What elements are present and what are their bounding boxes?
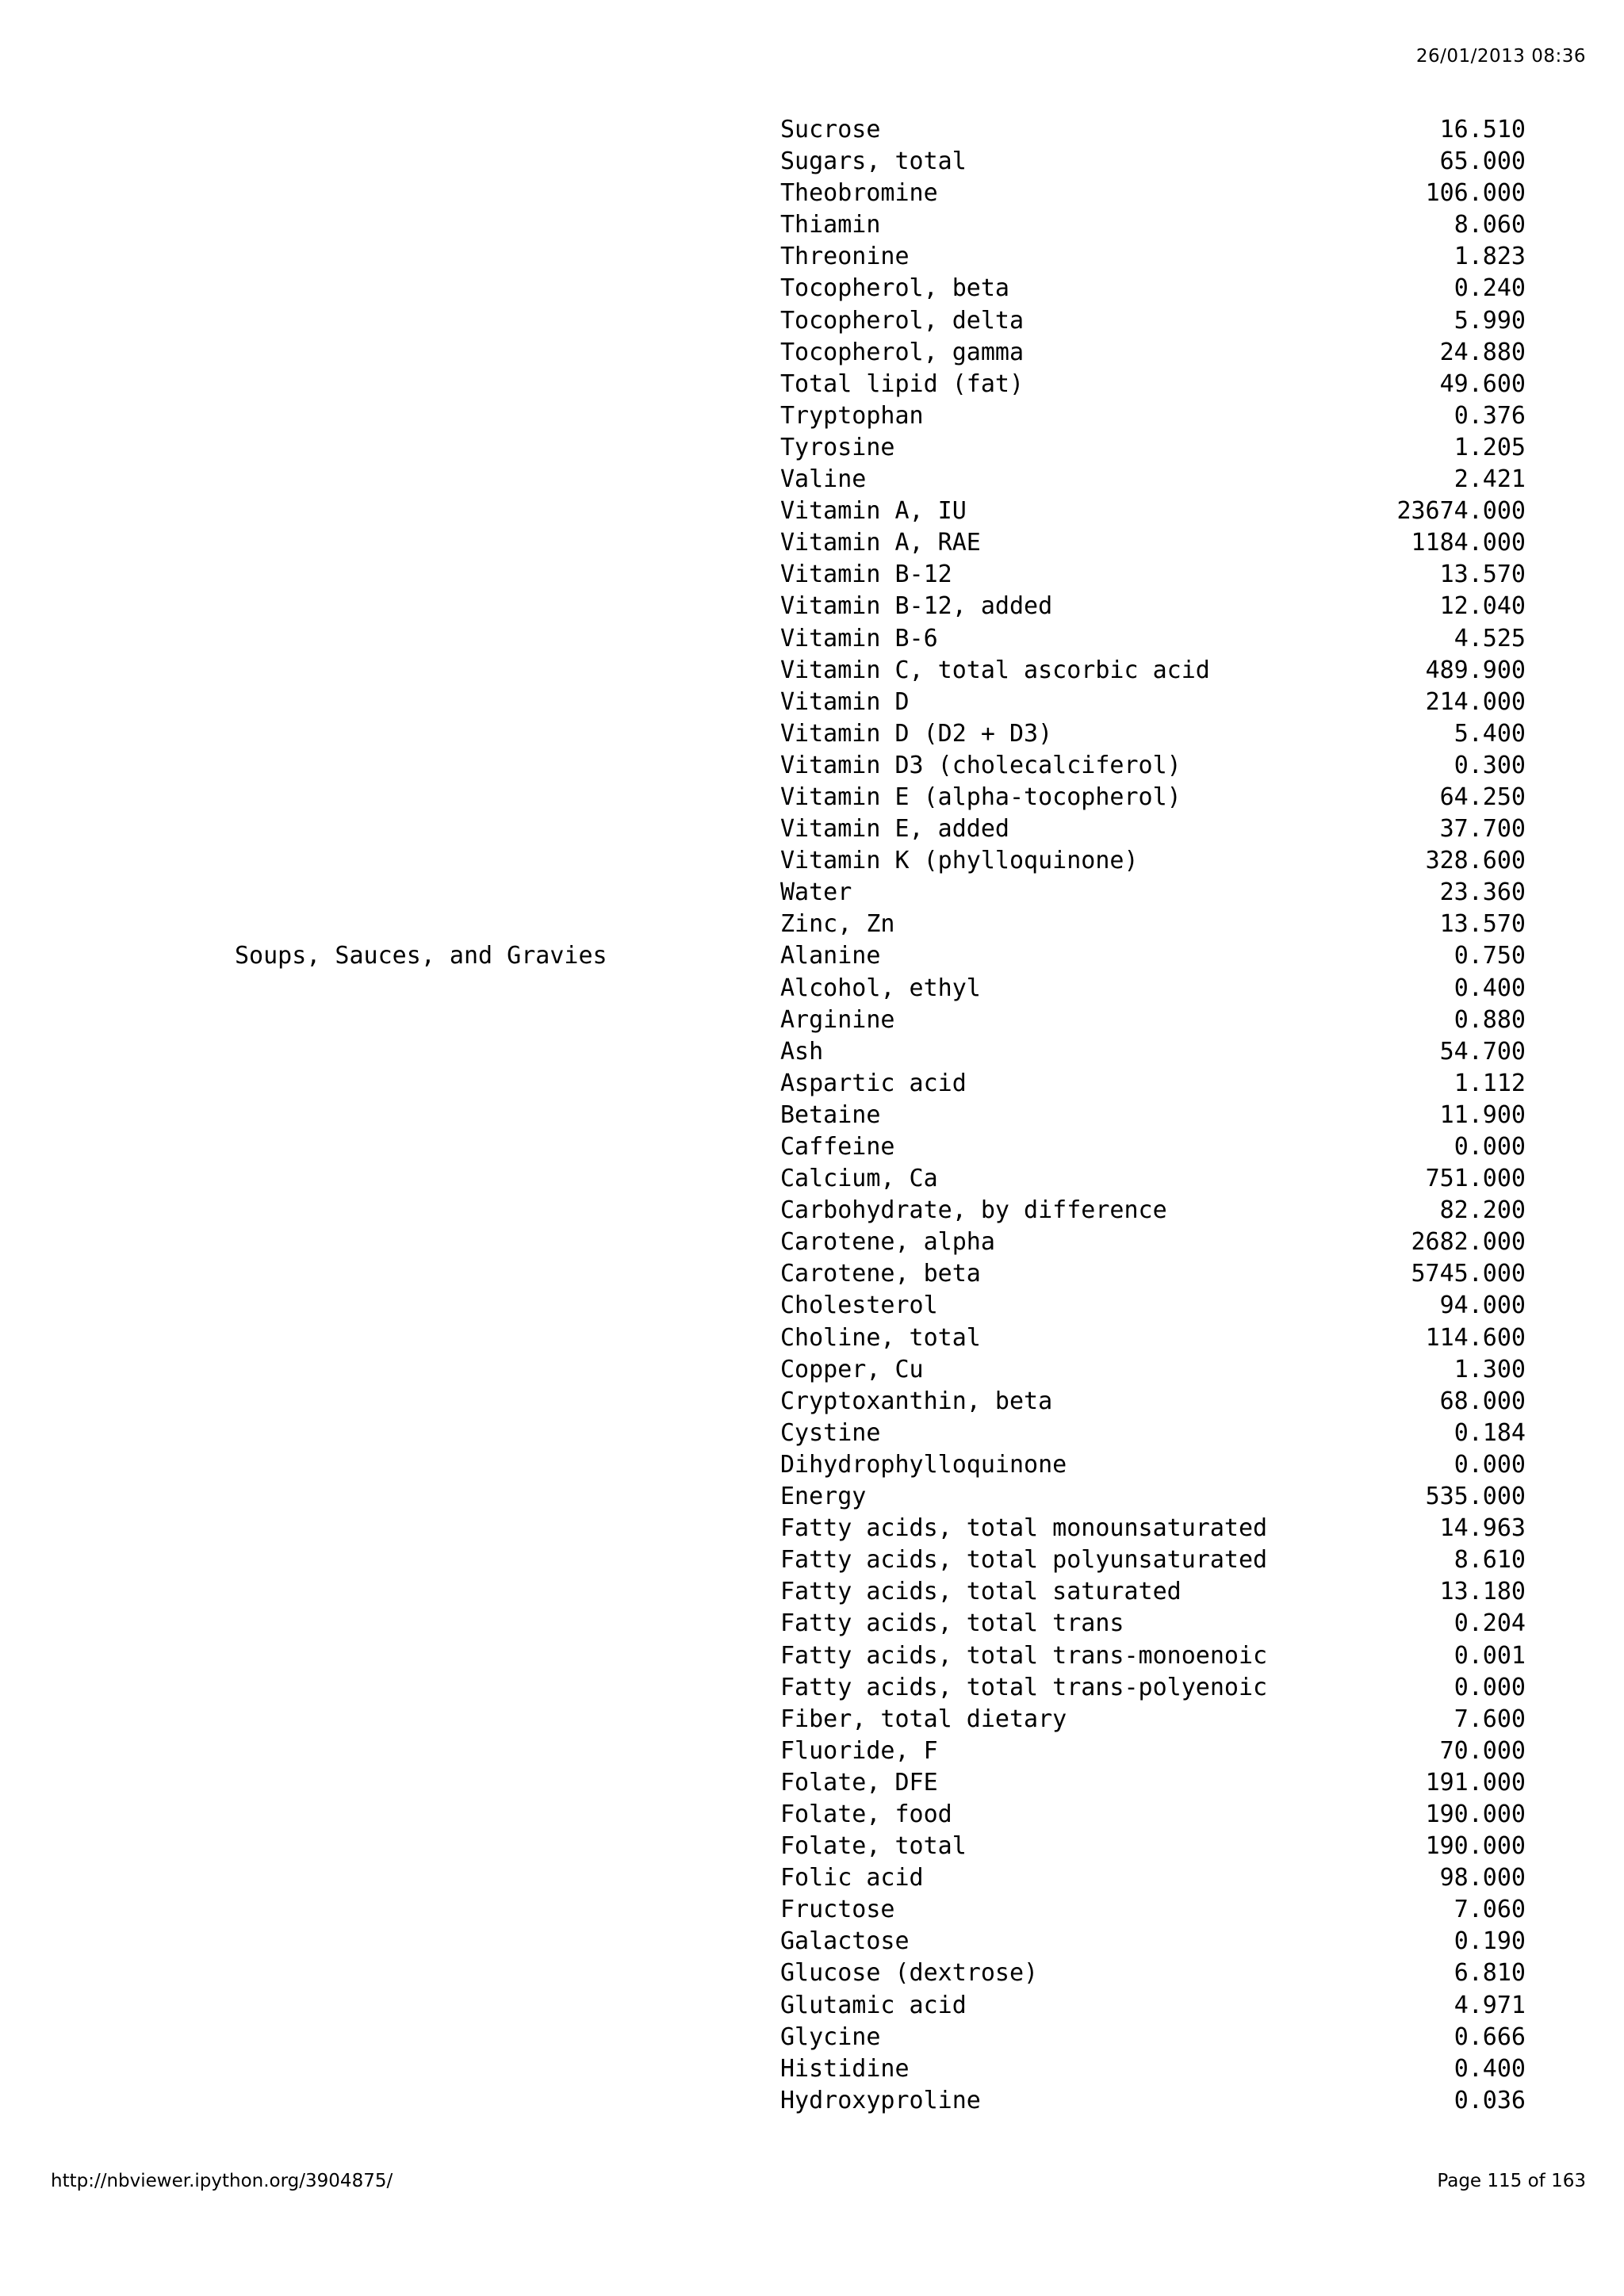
nutrient-value: 1.112	[1454, 1069, 1526, 1097]
nutrient-name: Threonine	[780, 243, 910, 271]
nutrient-name: Hydroxyproline	[780, 2086, 981, 2114]
nutrient-name: Tyrosine	[780, 433, 895, 461]
nutrient-value: 0.400	[1454, 2054, 1526, 2083]
nutrient-name: Tocopherol, beta	[780, 274, 1009, 303]
table-row	[0, 273, 1624, 304]
nutrient-value: 5.400	[1454, 719, 1526, 748]
table-row	[0, 1322, 1624, 1354]
nutrient-name: Glycine	[780, 2022, 881, 2051]
nutrient-value: 11.900	[1439, 1100, 1526, 1129]
nutrient-name: Vitamin A, IU	[780, 497, 967, 526]
nutrient-value: 5.990	[1454, 306, 1526, 335]
table-row	[0, 1957, 1624, 1989]
table-row	[0, 718, 1624, 750]
nutrient-value: 14.963	[1439, 1514, 1526, 1543]
nutrient-name: Betaine	[780, 1100, 881, 1129]
nutrient-value: 0.666	[1454, 2022, 1526, 2051]
nutrient-value: 7.600	[1454, 1705, 1526, 1733]
nutrient-value: 49.600	[1439, 369, 1526, 398]
table-row	[0, 1258, 1624, 1290]
table-row	[0, 1799, 1624, 1831]
nutrient-value: 23.360	[1439, 878, 1526, 907]
nutrient-name: Fatty acids, total polyunsaturated	[780, 1546, 1268, 1575]
table-row	[0, 1004, 1624, 1036]
nutrient-table	[0, 114, 1624, 2117]
nutrient-name: Sucrose	[780, 116, 881, 144]
table-row	[0, 687, 1624, 718]
nutrient-value: 70.000	[1439, 1736, 1526, 1765]
table-row	[0, 623, 1624, 655]
nutrient-value: 0.000	[1454, 1673, 1526, 1701]
table-row	[0, 496, 1624, 527]
nutrient-name: Vitamin E, added	[780, 815, 1009, 844]
nutrient-name: Vitamin D (D2 + D3)	[780, 719, 1053, 748]
table-row	[0, 973, 1624, 1004]
nutrient-value: 1.823	[1454, 243, 1526, 271]
nutrient-name: Glutamic acid	[780, 1991, 967, 2019]
nutrient-name: Total lipid (fat)	[780, 369, 1025, 398]
nutrient-name: Aspartic acid	[780, 1069, 967, 1097]
nutrient-value: 1.300	[1454, 1355, 1526, 1383]
nutrient-value: 68.000	[1439, 1387, 1526, 1415]
table-row	[0, 909, 1624, 940]
nutrient-name: Fatty acids, total saturated	[780, 1578, 1182, 1606]
table-row	[0, 1608, 1624, 1640]
nutrient-name: Water	[780, 878, 852, 907]
table-row	[0, 1100, 1624, 1131]
nutrient-name: Carotene, alpha	[780, 1228, 995, 1257]
nutrient-name: Cholesterol	[780, 1292, 938, 1320]
nutrient-name: Zinc, Zn	[780, 910, 895, 939]
nutrient-name: Alcohol, ethyl	[780, 974, 981, 1002]
nutrient-value: 0.001	[1454, 1641, 1526, 1670]
nutrient-name: Vitamin C, total ascorbic acid	[780, 656, 1210, 684]
nutrient-name: Galactose	[780, 1927, 910, 1956]
table-row	[0, 1163, 1624, 1195]
table-row	[0, 940, 1624, 972]
nutrient-name: Vitamin B-12, added	[780, 592, 1053, 621]
nutrient-name: Fructose	[780, 1896, 895, 1924]
food-group-label: Soups, Sauces, and Gravies	[235, 942, 607, 970]
table-row	[0, 1449, 1624, 1481]
nutrient-value: 214.000	[1425, 687, 1526, 716]
nutrient-name: Caffeine	[780, 1133, 895, 1161]
table-row	[0, 813, 1624, 845]
table-row	[0, 559, 1624, 591]
nutrient-value: 190.000	[1425, 1832, 1526, 1861]
table-row	[0, 1131, 1624, 1163]
table-row	[0, 2053, 1624, 2085]
nutrient-value: 65.000	[1439, 147, 1526, 176]
nutrient-name: Histidine	[780, 2054, 910, 2083]
nutrient-value: 4.525	[1454, 624, 1526, 652]
table-row	[0, 1672, 1624, 1704]
nutrient-value: 535.000	[1425, 1483, 1526, 1511]
table-row	[0, 750, 1624, 782]
nutrient-name: Thiamin	[780, 211, 881, 239]
nutrient-value: 489.900	[1425, 656, 1526, 684]
nutrient-value: 2.421	[1454, 465, 1526, 494]
table-row	[0, 1640, 1624, 1672]
nutrient-value: 23674.000	[1396, 497, 1526, 526]
table-row	[0, 877, 1624, 909]
nutrient-name: Choline, total	[780, 1323, 981, 1352]
page-number: Page 115 of 163	[1437, 2171, 1586, 2191]
nutrient-name: Fiber, total dietary	[780, 1705, 1067, 1733]
table-row	[0, 400, 1624, 432]
nutrient-name: Vitamin B-12	[780, 561, 952, 589]
table-row	[0, 241, 1624, 273]
table-row	[0, 1544, 1624, 1576]
table-row	[0, 1418, 1624, 1449]
nutrient-name: Vitamin A, RAE	[780, 529, 981, 557]
table-row	[0, 146, 1624, 178]
nutrient-value: 0.184	[1454, 1418, 1526, 1447]
nutrient-value: 7.060	[1454, 1896, 1526, 1924]
table-row	[0, 305, 1624, 337]
nutrient-value: 0.880	[1454, 1005, 1526, 1034]
nutrient-name: Arginine	[780, 1005, 895, 1034]
nutrient-value: 8.060	[1454, 211, 1526, 239]
table-row	[0, 655, 1624, 687]
table-row	[0, 845, 1624, 877]
nutrient-value: 0.000	[1454, 1450, 1526, 1479]
nutrient-value: 6.810	[1454, 1959, 1526, 1988]
nutrient-value: 37.700	[1439, 815, 1526, 844]
table-row	[0, 782, 1624, 813]
table-row	[0, 1068, 1624, 1100]
nutrient-name: Fatty acids, total trans	[780, 1609, 1124, 1638]
table-row	[0, 1767, 1624, 1799]
print-timestamp: 26/01/2013 08:36	[1415, 46, 1586, 67]
nutrient-name: Sugars, total	[780, 147, 967, 176]
nutrient-value: 8.610	[1454, 1546, 1526, 1575]
table-row	[0, 1354, 1624, 1386]
nutrient-name: Fluoride, F	[780, 1736, 938, 1765]
nutrient-name: Vitamin D	[780, 687, 910, 716]
table-row	[0, 1862, 1624, 1894]
nutrient-value: 190.000	[1425, 1800, 1526, 1828]
nutrient-name: Carotene, beta	[780, 1260, 981, 1288]
nutrient-value: 16.510	[1439, 116, 1526, 144]
nutrient-name: Calcium, Ca	[780, 1165, 938, 1193]
nutrient-value: 328.600	[1425, 847, 1526, 875]
nutrient-name: Cystine	[780, 1418, 881, 1447]
nutrient-name: Fatty acids, total trans-polyenoic	[780, 1673, 1268, 1701]
nutrient-value: 64.250	[1439, 783, 1526, 811]
table-row	[0, 114, 1624, 146]
nutrient-value: 106.000	[1425, 179, 1526, 208]
nutrient-name: Dihydrophylloquinone	[780, 1450, 1067, 1479]
nutrient-value: 98.000	[1439, 1864, 1526, 1892]
nutrient-name: Folate, total	[780, 1832, 967, 1861]
nutrient-name: Cryptoxanthin, beta	[780, 1387, 1053, 1415]
table-row	[0, 2085, 1624, 2117]
nutrient-value: 1184.000	[1411, 529, 1526, 557]
nutrient-value: 1.205	[1454, 433, 1526, 461]
nutrient-value: 5745.000	[1411, 1260, 1526, 1288]
table-row	[0, 1894, 1624, 1926]
nutrient-value: 4.971	[1454, 1991, 1526, 2019]
nutrient-name: Vitamin E (alpha-tocopherol)	[780, 783, 1182, 811]
nutrient-value: 13.180	[1439, 1578, 1526, 1606]
nutrient-value: 54.700	[1439, 1037, 1526, 1066]
table-row	[0, 1290, 1624, 1322]
nutrient-name: Alanine	[780, 942, 881, 970]
table-row	[0, 1195, 1624, 1226]
table-row	[0, 1990, 1624, 2022]
nutrient-name: Energy	[780, 1483, 867, 1511]
table-row	[0, 527, 1624, 559]
table-row	[0, 369, 1624, 400]
table-row	[0, 1704, 1624, 1735]
nutrient-value: 0.036	[1454, 2086, 1526, 2114]
nutrient-value: 0.750	[1454, 942, 1526, 970]
nutrient-name: Tocopherol, delta	[780, 306, 1025, 335]
table-row	[0, 1513, 1624, 1544]
table-row	[0, 1481, 1624, 1513]
nutrient-name: Valine	[780, 465, 867, 494]
table-row	[0, 209, 1624, 241]
nutrient-value: 0.204	[1454, 1609, 1526, 1638]
table-row	[0, 2022, 1624, 2053]
nutrient-name: Tocopherol, gamma	[780, 338, 1025, 366]
nutrient-value: 0.400	[1454, 974, 1526, 1002]
nutrient-value: 13.570	[1439, 561, 1526, 589]
nutrient-name: Ash	[780, 1037, 824, 1066]
nutrient-name: Folic acid	[780, 1864, 924, 1892]
nutrient-value: 114.600	[1425, 1323, 1526, 1352]
nutrient-name: Tryptophan	[780, 401, 924, 430]
nutrient-value: 0.300	[1454, 751, 1526, 779]
table-row	[0, 1735, 1624, 1767]
table-row	[0, 1386, 1624, 1418]
nutrient-name: Glucose (dextrose)	[780, 1959, 1039, 1988]
nutrient-name: Folate, DFE	[780, 1768, 938, 1797]
nutrient-value: 191.000	[1425, 1768, 1526, 1797]
table-row	[0, 1926, 1624, 1957]
table-row	[0, 1576, 1624, 1608]
nutrient-value: 0.376	[1454, 401, 1526, 430]
nutrient-value: 82.200	[1439, 1196, 1526, 1225]
nutrient-value: 24.880	[1439, 338, 1526, 366]
table-row	[0, 337, 1624, 369]
table-row	[0, 464, 1624, 496]
nutrient-value: 751.000	[1425, 1165, 1526, 1193]
nutrient-value: 2682.000	[1411, 1228, 1526, 1257]
page-url: http://nbviewer.ipython.org/3904875/	[51, 2171, 393, 2191]
nutrient-value: 13.570	[1439, 910, 1526, 939]
nutrient-value: 0.190	[1454, 1927, 1526, 1956]
nutrient-name: Copper, Cu	[780, 1355, 924, 1383]
table-row	[0, 1831, 1624, 1862]
table-row	[0, 178, 1624, 209]
nutrient-value: 94.000	[1439, 1292, 1526, 1320]
nutrient-name: Theobromine	[780, 179, 938, 208]
table-row	[0, 1036, 1624, 1068]
nutrient-value: 12.040	[1439, 592, 1526, 621]
nutrient-name: Fatty acids, total trans-monoenoic	[780, 1641, 1268, 1670]
nutrient-name: Carbohydrate, by difference	[780, 1196, 1167, 1225]
table-row	[0, 591, 1624, 622]
nutrient-name: Fatty acids, total monounsaturated	[780, 1514, 1268, 1543]
nutrient-value: 0.240	[1454, 274, 1526, 303]
nutrient-name: Folate, food	[780, 1800, 952, 1828]
nutrient-value: 0.000	[1454, 1133, 1526, 1161]
nutrient-name: Vitamin D3 (cholecalciferol)	[780, 751, 1182, 779]
table-row	[0, 1226, 1624, 1258]
nutrient-name: Vitamin B-6	[780, 624, 938, 652]
table-row	[0, 432, 1624, 464]
nutrient-name: Vitamin K (phylloquinone)	[780, 847, 1139, 875]
